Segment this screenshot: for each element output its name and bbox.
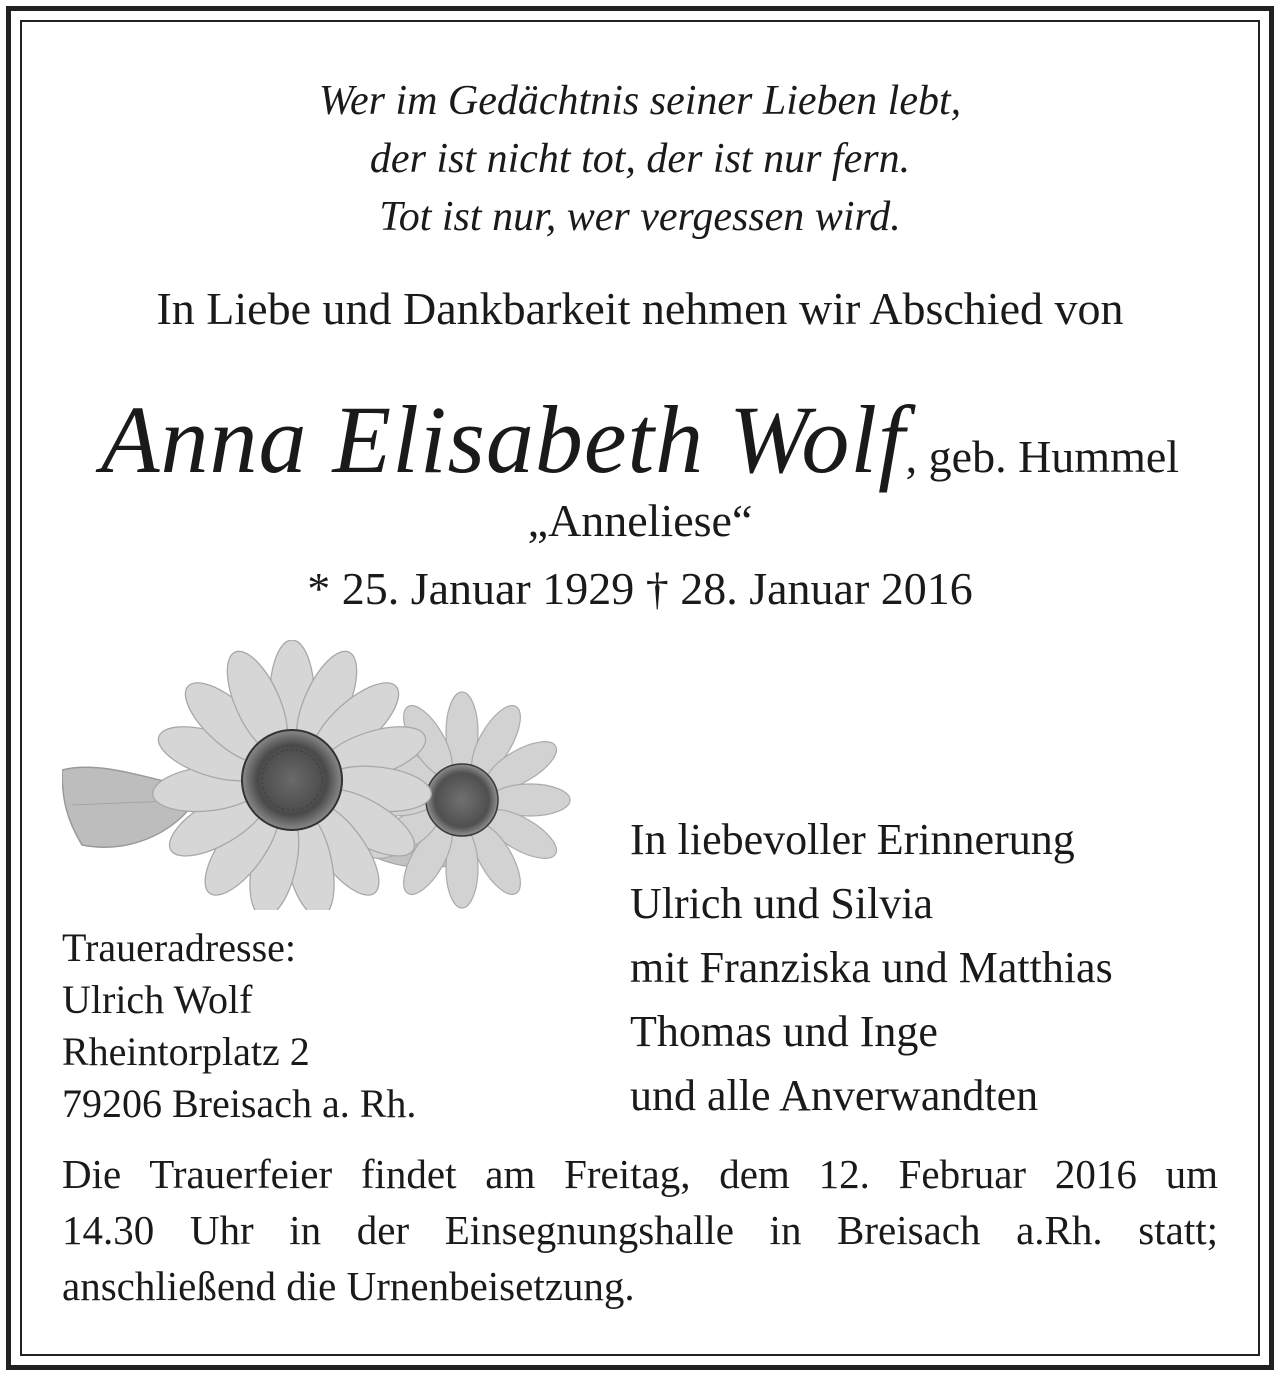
deceased-name: Anna Elisabeth Wolf <box>100 386 906 493</box>
maiden-name: , geb. Hummel <box>905 431 1180 482</box>
intro-text: In Liebe und Dankbarkeit nehmen wir Abschied von <box>156 283 1124 334</box>
family-line-5: und alle Anverwandten <box>630 1071 1039 1120</box>
poem-line-2: der ist nicht tot, der ist nur fern. <box>369 136 911 182</box>
family-line-3: mit Franziska und Matthias <box>630 943 1113 992</box>
poem-line-3: Tot ist nur, wer vergessen wird. <box>379 194 901 240</box>
family-line-4: Thomas und Inge <box>630 1007 938 1056</box>
sunflower-image <box>62 640 582 910</box>
mourning-address <box>62 922 416 1130</box>
address-city: 79206 Breisach a. Rh. <box>62 1081 417 1126</box>
ceremony-notice <box>62 1146 1218 1314</box>
family-line-2: Ulrich und Silvia <box>630 879 934 928</box>
address-street: Rheintorplatz 2 <box>62 1029 310 1074</box>
ceremony-line-1: Die Trauerfeier findet am Freitag, dem 12. Februar 2016 um <box>62 1151 1218 1197</box>
ceremony-line-2: 14.30 Uhr in der Einsegnungshalle in Breisach a.Rh. statt; <box>62 1207 1218 1253</box>
address-name: Ulrich Wolf <box>62 977 253 1022</box>
nickname: „Anneliese“ <box>527 495 753 546</box>
address-heading: Traueradresse: <box>62 925 297 970</box>
poem-line-1: Wer im Gedächtnis seiner Lieben lebt, <box>318 78 962 124</box>
family-line-1: In liebevoller Erinnerung <box>630 815 1075 864</box>
family-signature <box>630 808 1113 1128</box>
life-dates: * 25. Januar 1929 † 28. Januar 2016 <box>307 563 973 614</box>
deceased-name-line <box>0 384 1280 495</box>
ceremony-line-3: anschließend die Urnenbeisetzung. <box>62 1263 635 1309</box>
